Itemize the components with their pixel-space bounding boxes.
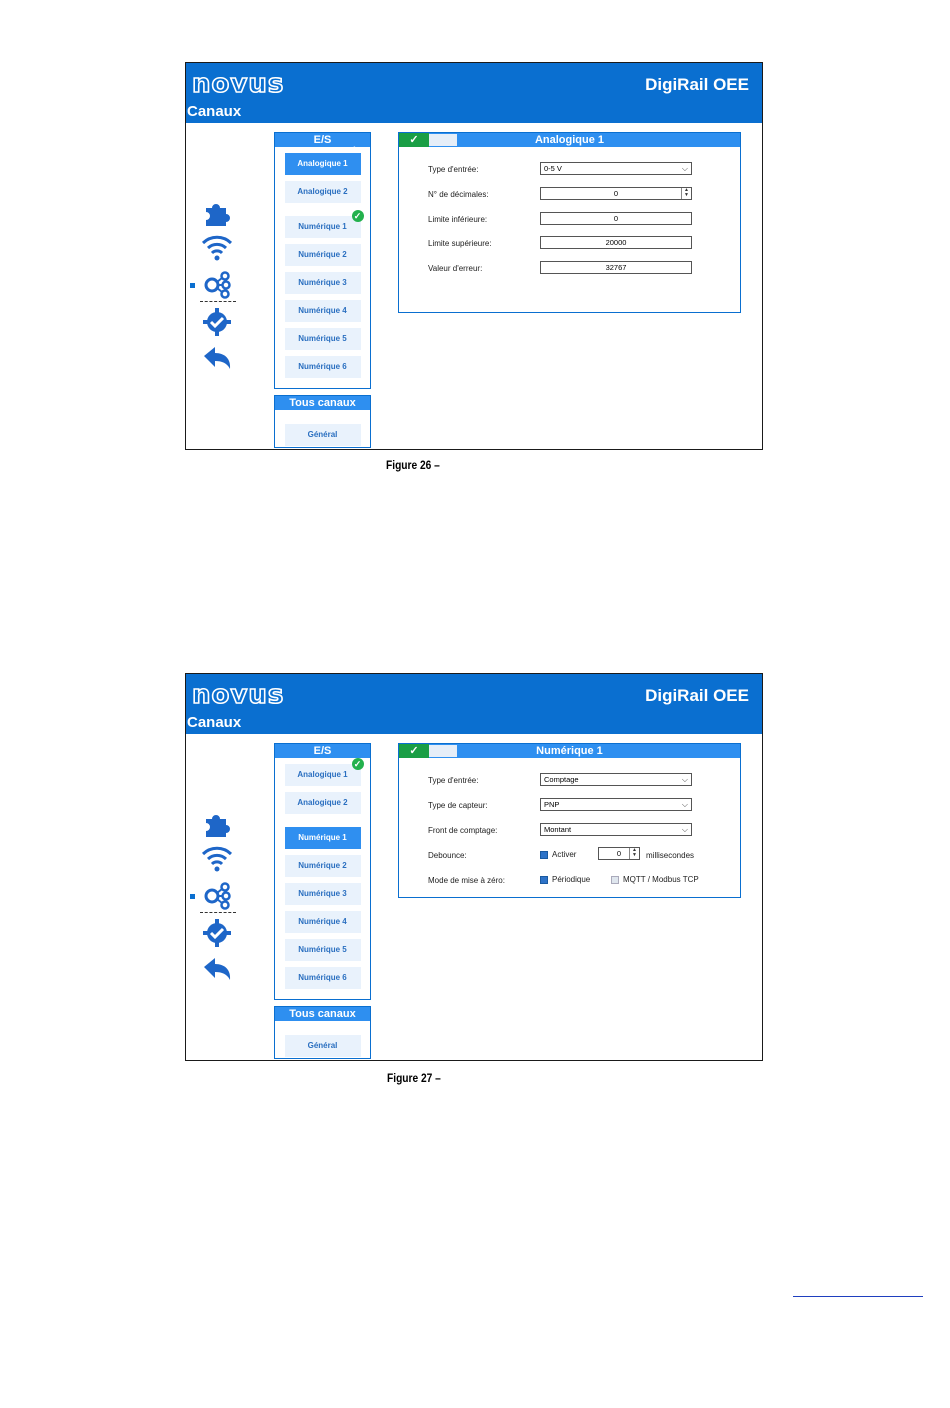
page-title: Canaux: [187, 714, 242, 731]
channel-numerique-5[interactable]: Numérique 5: [285, 328, 361, 350]
debounce-label: Debounce:: [428, 851, 467, 860]
channel-analogique-1[interactable]: Analogique 1 ✓: [285, 153, 361, 175]
channel-numerique-1[interactable]: Numérique 1 ✓: [285, 827, 361, 849]
channel-numerique-2[interactable]: Numérique 2: [285, 244, 361, 266]
selected-underline: [200, 301, 236, 302]
channel-config-panel: [398, 132, 741, 313]
counting-edge-select[interactable]: Montant ⌵: [540, 823, 692, 836]
channel-numerique-3[interactable]: Numérique 3: [285, 272, 361, 294]
novus-logo: novus: [192, 69, 285, 99]
selected-indicator: [190, 894, 195, 899]
back-arrow-icon[interactable]: [200, 954, 234, 984]
settings-check-icon[interactable]: [200, 307, 234, 337]
product-name: DigiRail OEE: [645, 75, 749, 94]
app-header: [186, 674, 762, 734]
panel-header: [399, 744, 740, 758]
reset-mqtt-checkbox[interactable]: MQTT / Modbus TCP: [611, 875, 699, 884]
input-type-label: Type d'entrée:: [428, 165, 479, 174]
channel-numerique-2[interactable]: Numérique 2: [285, 855, 361, 877]
channel-general[interactable]: Général: [285, 424, 361, 446]
app-header: [186, 63, 762, 123]
chevron-down-icon: ⌵: [681, 164, 688, 173]
enabled-check-icon[interactable]: ✓: [399, 744, 429, 758]
io-list-header: E/S: [275, 744, 370, 758]
spinner-icon[interactable]: ▲ ▼: [629, 848, 639, 859]
channel-numerique-4[interactable]: Numérique 4: [285, 300, 361, 322]
channel-analogique-2[interactable]: Analogique 2: [285, 181, 361, 203]
back-arrow-icon[interactable]: [200, 343, 234, 373]
checkbox-unchecked-icon: [611, 876, 619, 884]
lower-limit-label: Limite inférieure:: [428, 215, 488, 224]
figure-caption: Figure 27 –: [387, 1071, 441, 1085]
upper-limit-input[interactable]: 20000: [540, 236, 692, 249]
all-channels-list: [274, 1006, 371, 1059]
lower-limit-input[interactable]: 0: [540, 212, 692, 225]
wifi-icon[interactable]: [200, 844, 234, 874]
selected-underline: [200, 912, 236, 913]
checkbox-checked-icon: [540, 876, 548, 884]
check-icon: ✓: [348, 145, 357, 156]
page-title: Canaux: [187, 103, 242, 120]
decimals-label: N° de décimales:: [428, 190, 489, 199]
chevron-down-icon: ⌵: [681, 825, 688, 834]
screenshot-analog: [185, 62, 763, 450]
all-channels-header: Tous canaux: [275, 1007, 370, 1021]
reset-periodic-checkbox[interactable]: Périodique: [540, 875, 590, 884]
decimals-stepper[interactable]: 0 ▲ ▼: [540, 187, 692, 200]
check-icon: ✓: [348, 819, 357, 830]
channel-numerique-4[interactable]: Numérique 4: [285, 911, 361, 933]
panel-header: [399, 133, 740, 147]
check-icon: ✓: [352, 758, 364, 770]
error-value-label: Valeur d'erreur:: [428, 264, 483, 273]
enabled-check-icon[interactable]: ✓: [399, 133, 429, 147]
spinner-icon[interactable]: ▲ ▼: [681, 188, 691, 199]
error-value-input[interactable]: 32767: [540, 261, 692, 274]
debounce-stepper[interactable]: 0 ▲ ▼: [598, 847, 640, 860]
input-type-select[interactable]: 0-5 V ⌵: [540, 162, 692, 175]
panel-tab[interactable]: [429, 745, 457, 757]
product-name: DigiRail OEE: [645, 686, 749, 705]
wifi-icon[interactable]: [200, 233, 234, 263]
figure-caption: Figure 26 –: [386, 458, 440, 472]
channel-analogique-1[interactable]: Analogique 1 ✓: [285, 764, 361, 786]
debounce-unit: millisecondes: [646, 851, 695, 860]
channels-icon[interactable]: [200, 269, 234, 299]
channel-numerique-6[interactable]: Numérique 6: [285, 967, 361, 989]
channels-icon[interactable]: [200, 880, 234, 910]
channel-config-panel: [398, 743, 741, 898]
channel-analogique-2[interactable]: Analogique 2: [285, 792, 361, 814]
checkbox-checked-icon: [540, 851, 548, 859]
sensor-type-select[interactable]: PNP ⌵: [540, 798, 692, 811]
channel-numerique-1[interactable]: Numérique 1 ✓: [285, 216, 361, 238]
sensor-type-label: Type de capteur:: [428, 801, 488, 810]
check-icon: ✓: [352, 210, 364, 222]
io-channel-list: [274, 132, 371, 389]
plugin-icon[interactable]: [200, 198, 234, 228]
screenshot-digital: [185, 673, 763, 1061]
settings-check-icon[interactable]: [200, 918, 234, 948]
channel-numerique-3[interactable]: Numérique 3: [285, 883, 361, 905]
channel-numerique-6[interactable]: Numérique 6: [285, 356, 361, 378]
reset-mode-label: Mode de mise à zéro:: [428, 876, 505, 885]
input-type-select[interactable]: Comptage ⌵: [540, 773, 692, 786]
input-type-label: Type d'entrée:: [428, 776, 479, 785]
channel-numerique-5[interactable]: Numérique 5: [285, 939, 361, 961]
panel-tab[interactable]: [429, 134, 457, 146]
footer-rule: [793, 1296, 923, 1297]
io-list-header: E/S: [275, 133, 370, 147]
chevron-down-icon: ⌵: [681, 800, 688, 809]
debounce-enable-checkbox[interactable]: Activer: [540, 850, 576, 859]
selected-indicator: [190, 283, 195, 288]
upper-limit-label: Limite supérieure:: [428, 239, 492, 248]
channel-general[interactable]: Général: [285, 1035, 361, 1057]
all-channels-list: [274, 395, 371, 448]
panel-title: Numérique 1: [536, 745, 603, 757]
io-channel-list: [274, 743, 371, 1000]
all-channels-header: Tous canaux: [275, 396, 370, 410]
novus-logo: novus: [192, 680, 285, 710]
counting-edge-label: Front de comptage:: [428, 826, 498, 835]
plugin-icon[interactable]: [200, 809, 234, 839]
chevron-down-icon: ⌵: [681, 775, 688, 784]
panel-title: Analogique 1: [534, 134, 605, 146]
